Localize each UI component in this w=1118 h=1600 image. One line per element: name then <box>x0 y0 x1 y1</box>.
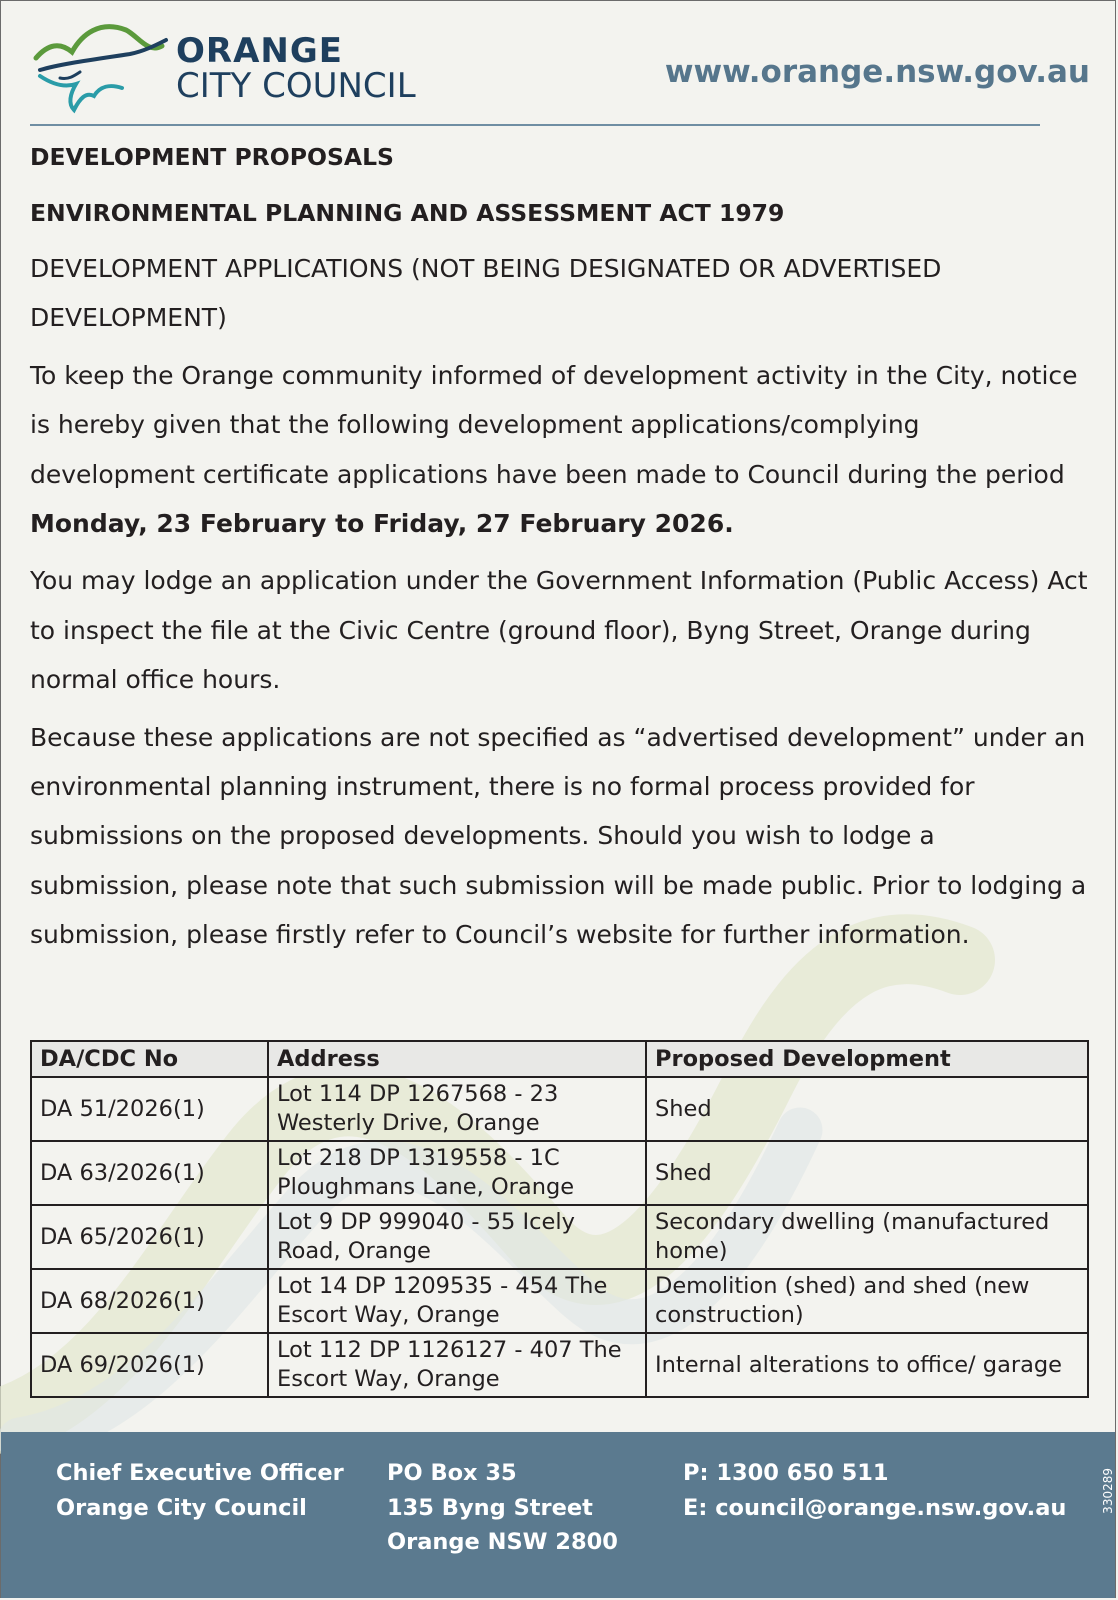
cell-da-number: DA 68/2026(1) <box>31 1269 268 1333</box>
paragraph-intro <box>30 351 1090 549</box>
column-header-address: Address <box>268 1041 646 1077</box>
cell-development: Secondary dwelling (manufactured home) <box>646 1205 1088 1269</box>
cell-development: Shed <box>646 1077 1088 1141</box>
column-header-development: Proposed Development <box>646 1041 1088 1077</box>
footer-street: 135 Byng Street <box>387 1494 593 1521</box>
paragraph-submissions: Because these applications are not specified as “advertised development” under an environmental planning instrument, there is no formal process provided for submissions on the proposed developments. Should you wish to lodge a submission, please note that such submission will be made public. Prior to lodging a submission, please firstly refer to Council’s website for further information. <box>30 722 1087 950</box>
ad-reference-code: 330289 <box>1101 1468 1115 1514</box>
table-row <box>31 1269 1088 1333</box>
footer-postal-address <box>387 1456 618 1560</box>
cell-address: Lot 112 DP 1126127 - 407 The Escort Way, Orange <box>268 1333 646 1397</box>
footer-council-name: Orange City Council <box>56 1494 307 1521</box>
cell-da-number: DA 69/2026(1) <box>31 1333 268 1397</box>
footer-phone[interactable]: P: 1300 650 511 <box>683 1460 889 1486</box>
paragraph-intro-text: To keep the Orange community informed of development activity in the City, notice is hereby given that the following development applications/complying development certificate applications have been made to Council during the period <box>30 360 1078 489</box>
footer-contact <box>683 1456 1066 1525</box>
heading-act: ENVIRONMENTAL PLANNING AND ASSESSMENT ACT 1979 <box>30 199 785 227</box>
table-row <box>31 1333 1088 1397</box>
cell-development: Demolition (shed) and shed (new construction) <box>646 1269 1088 1333</box>
cell-address: Lot 218 DP 1319558 - 1C Ploughmans Lane, Orange <box>268 1141 646 1205</box>
table-header-row <box>31 1041 1088 1077</box>
table-row <box>31 1141 1088 1205</box>
column-header-no: DA/CDC No <box>31 1041 268 1077</box>
cell-development: Internal alterations to office/ garage <box>646 1333 1088 1397</box>
website-link[interactable]: www.orange.nsw.gov.au <box>664 54 1090 90</box>
applications-table <box>30 1040 1089 1398</box>
notice-body <box>30 140 1090 960</box>
paragraph-access: You may lodge an application under the Government Information (Public Access) Act to inspect the file at the Civic Centre (ground floor), Byng Street, Orange during normal office hours. <box>30 566 1088 695</box>
cell-development: Shed <box>646 1141 1088 1205</box>
cell-address: Lot 14 DP 1209535 - 454 The Escort Way, Orange <box>268 1269 646 1333</box>
cell-da-number: DA 51/2026(1) <box>31 1077 268 1141</box>
footer-ceo-title: Chief Executive Officer <box>56 1460 344 1486</box>
header-divider <box>30 124 1040 126</box>
footer-contact-bar <box>1 1432 1115 1598</box>
period-dates: Monday, 23 February to Friday, 27 February 2026. <box>30 509 734 539</box>
table-row <box>31 1205 1088 1269</box>
footer-suburb: Orange NSW 2800 <box>387 1529 618 1555</box>
subheading-applications: DEVELOPMENT APPLICATIONS (NOT BEING DESIGNATED OR ADVERTISED DEVELOPMENT) <box>30 254 942 333</box>
heading-development-proposals: DEVELOPMENT PROPOSALS <box>30 143 394 171</box>
cell-address: Lot 114 DP 1267568 - 23 Westerly Drive, Orange <box>268 1077 646 1141</box>
cell-da-number: DA 65/2026(1) <box>31 1205 268 1269</box>
council-logo-icon <box>30 14 180 114</box>
brand-name-line1: ORANGE <box>176 31 343 71</box>
footer-signatory <box>56 1456 344 1525</box>
table-row <box>31 1077 1088 1141</box>
cell-da-number: DA 63/2026(1) <box>31 1141 268 1205</box>
cell-address: Lot 9 DP 999040 - 55 Icely Road, Orange <box>268 1205 646 1269</box>
header <box>30 14 1090 124</box>
footer-po-box: PO Box 35 <box>387 1460 517 1486</box>
footer-email[interactable]: E: council@orange.nsw.gov.au <box>683 1494 1067 1521</box>
brand-name-line2: CITY COUNCIL <box>176 66 416 106</box>
